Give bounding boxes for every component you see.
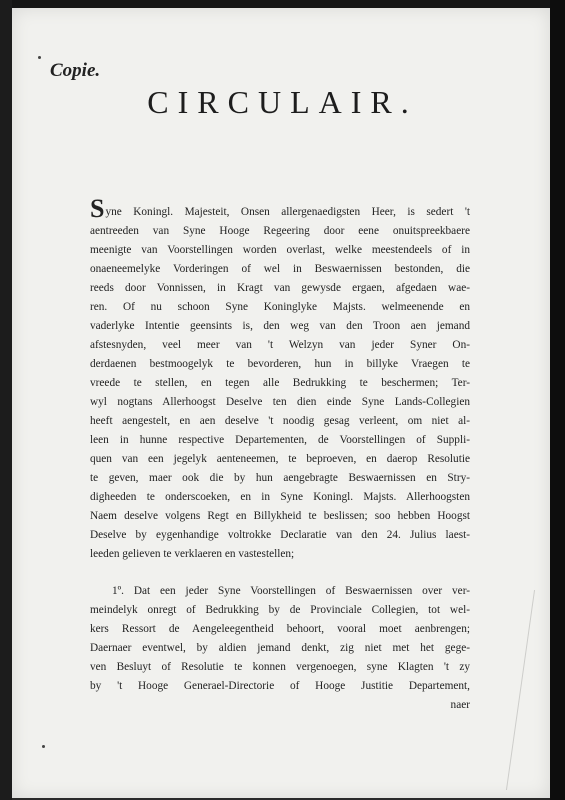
paragraph-2 [90, 582, 470, 715]
copy-label: Copie. [50, 60, 101, 81]
text-line: by 't Hooge Generael-Directorie of Hooge Justitie Departement, [90, 680, 470, 692]
text-line: aentreeden van Syne Hooge Regeering door eene onuitspreekbaere [90, 225, 470, 237]
text-line: afstesnyden, veel meer van 't Welzyn van jeder Syner On- [90, 339, 470, 351]
text-line: leen in hunne respective Departementen, de Voorstellingen of Suppli- [90, 434, 470, 446]
scan-border-top [0, 0, 565, 8]
text-line: onaeneemelyke Vorderingen of wel in Beswaernissen bestonden, die [90, 263, 470, 275]
document-body [90, 194, 470, 715]
text-line: Daernaer eventwel, by aldien jemand denkt, zig niet met het gege- [90, 642, 470, 654]
text-line: ren. Of nu schoon Syne Koninglyke Majsts. welmeenende en [90, 301, 470, 313]
text-line: meenigte van Voorstellingen worden overlast, welke meestendeels of in [90, 244, 470, 256]
text-line: leeden gelieven te verklaeren en vastestellen; [90, 548, 295, 560]
text-line: te geven, maer ook die by hun aengebragte Beswaernissen en Stry- [90, 472, 470, 484]
text-line: Naem deselve volgens Regt en Billykheid te beslissen; soo hebben Hoogst [90, 510, 470, 522]
paragraph-1 [90, 194, 470, 564]
text-line: reeds door Vonnissen, in Kragt van gewysde ergaen, afgedaen wae- [90, 282, 470, 294]
text-line: heeft aengestelt, en aen deselve 't noodig gesag verleent, om niet al- [90, 415, 470, 427]
text-line: vaderlyke Intentie geensints is, den weg van den Troon aen jemand [90, 320, 470, 332]
paper-speck [38, 56, 41, 59]
document-title: CIRCULAIR. [147, 84, 418, 120]
catchword: naer [450, 699, 470, 711]
text-line: Syne Koningl. Majesteit, Onsen allergenaedigsten Heer, is sedert 't [90, 194, 470, 223]
text-line: quen van een jegelyk aenteneemen, te beproeven, en daerop Resolutie [90, 453, 470, 465]
text-line: wyl nogtans Allerhoogst Deselve ten dien einde Syne Lands-Collegien [90, 396, 470, 408]
text-line: kers Ressort de Aengeleegentheid behoort, vooral moet aenbrengen; [90, 623, 470, 635]
text-line: meindelyk onregt of Bedrukking by de Provinciale Collegien, tot wel- [90, 604, 470, 616]
drop-cap: S [90, 194, 105, 223]
text-line: derdaenen bestmoogelyk te bevorderen, hun in billyke Vraegen te [90, 358, 470, 370]
text-line: digheeden te onderscoeken, en in Syne Koningl. Majsts. Allerhoogsten [90, 491, 470, 503]
text-line: 1º. Dat een jeder Syne Voorstellingen of Beswaernissen over ver- [112, 585, 470, 597]
text-line: ven Besluyt of Resolutie te konnen vergenoegen, syne Klagten 't zy [90, 661, 470, 673]
text-line: vreede te stellen, en tegen alle Bedrukking te beschermen; Ter- [90, 377, 470, 389]
text-line: Deselve by eygenhandige voltrokke Declaratie van den 24. Julius laest- [90, 529, 470, 541]
paper-speck [42, 745, 45, 748]
